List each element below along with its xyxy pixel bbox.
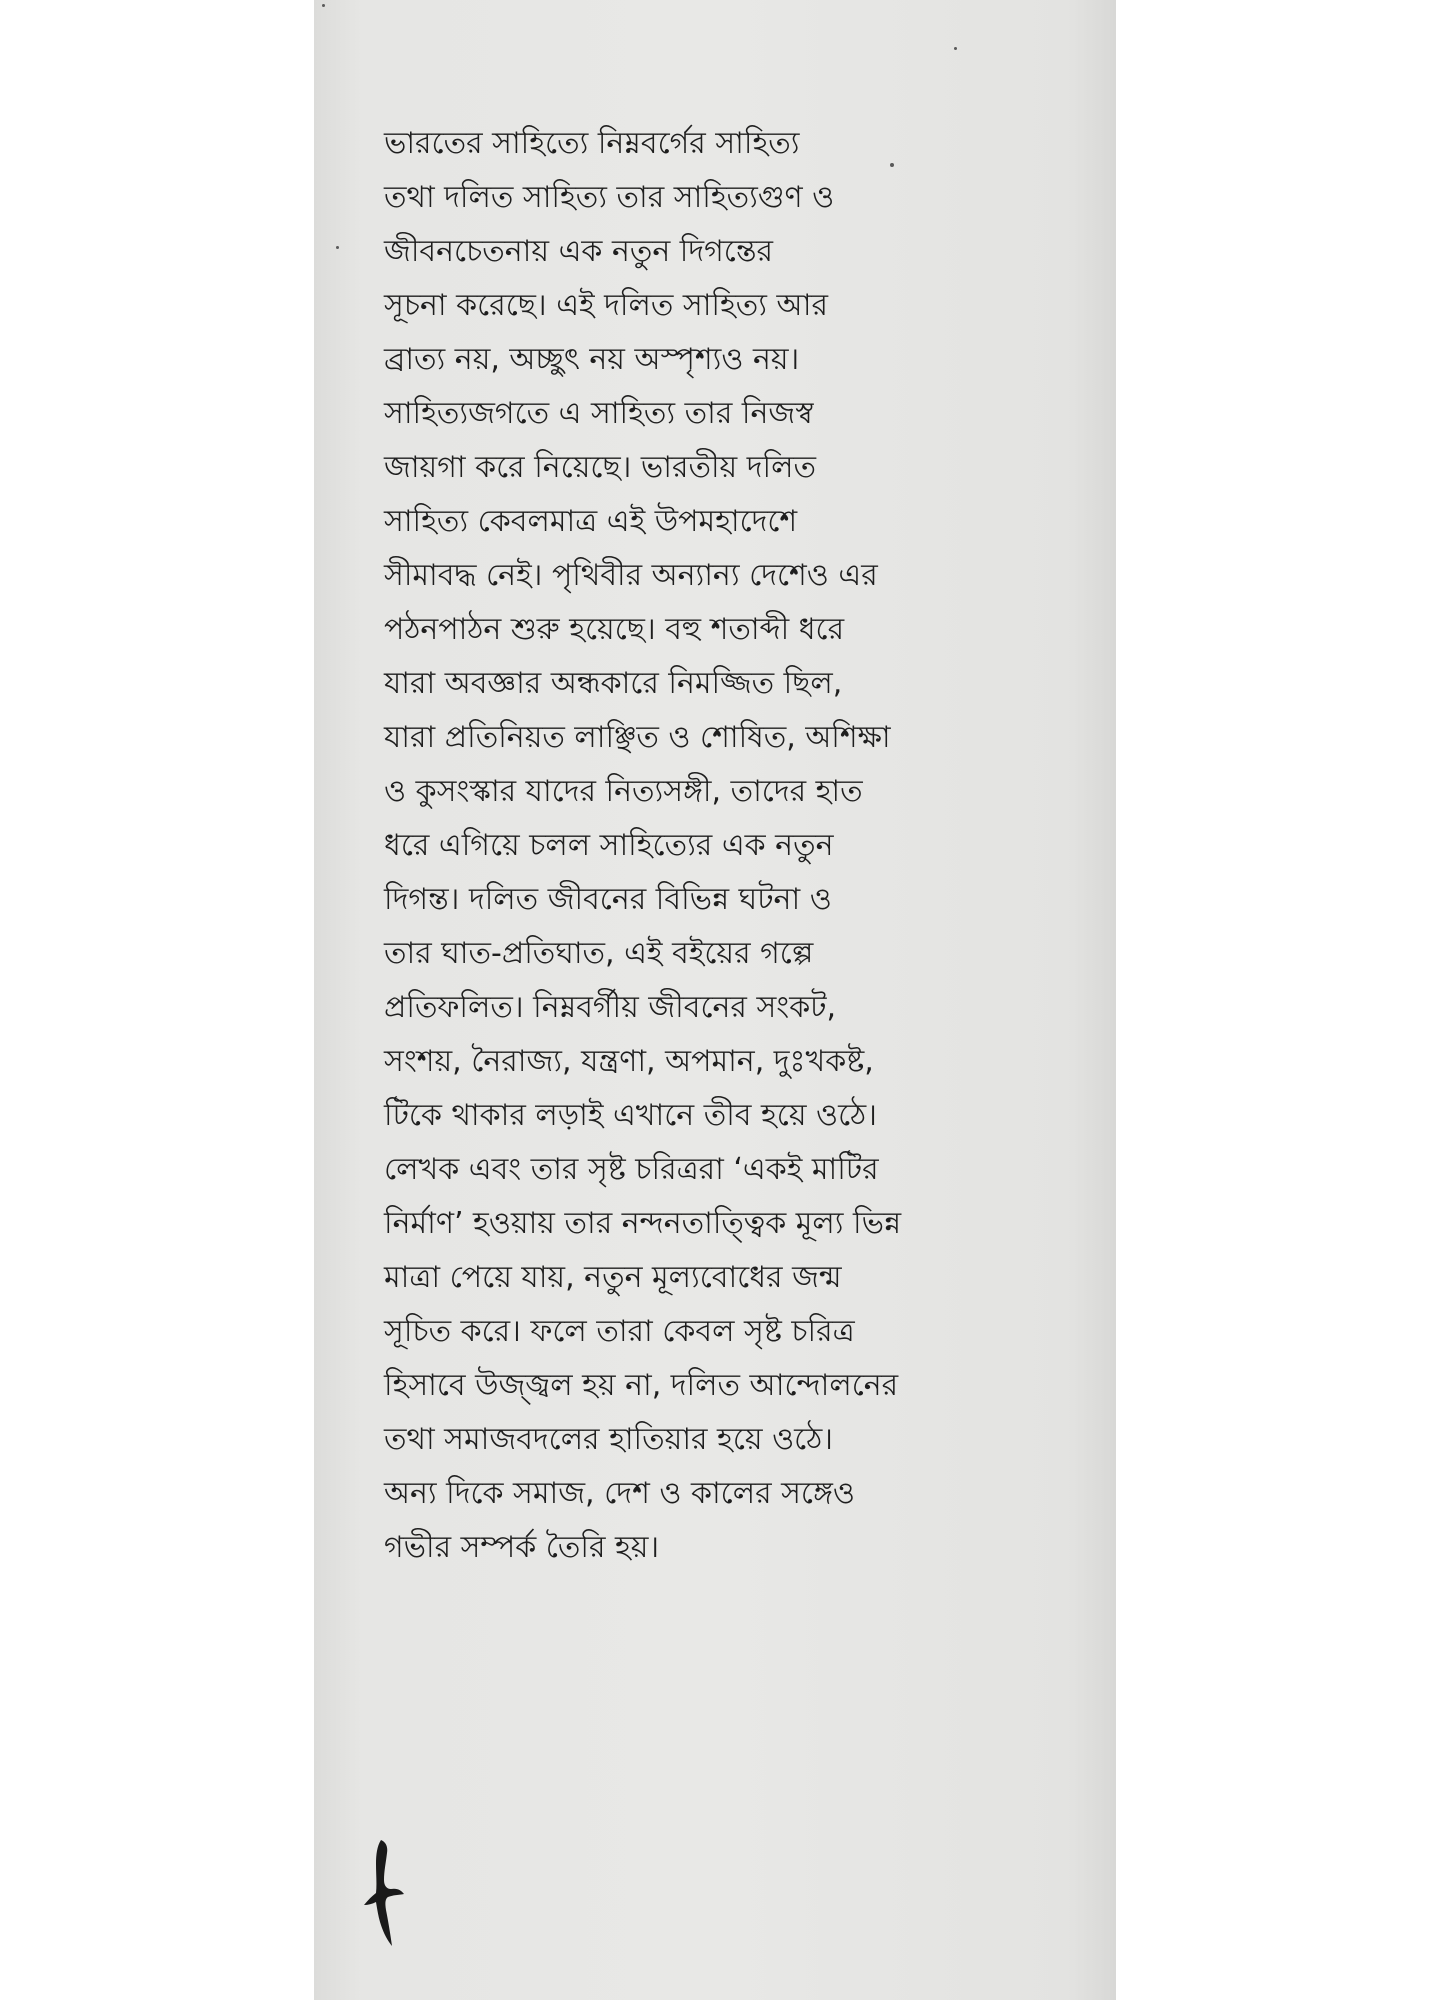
blurb-line: টিকে থাকার লড়াই এখানে তীব হয়ে ওঠে। <box>384 1098 877 1133</box>
blurb-line: দিগন্ত। দলিত জীবনের বিভিন্ন ঘটনা ও <box>384 882 832 917</box>
blurb-line: যারা প্রতিনিয়ত লাঞ্ছিত ও শোষিত, অশিক্ষা <box>384 720 891 755</box>
paper-speck <box>954 47 957 50</box>
blurb-line: গভীর সম্পর্ক তৈরি হয়। <box>384 1530 660 1565</box>
blurb-line: ও কুসংস্কার যাদের নিত্যসঙ্গী, তাদের হাত <box>384 774 863 809</box>
blurb-line: লেখক এবং তার সৃষ্ট চরিত্ররা ‘একই মাটির <box>384 1152 879 1187</box>
blurb-line: ভারতের সাহিত্যে নিম্নবর্গের সাহিত্য <box>384 126 800 161</box>
blurb-line: জায়গা করে নিয়েছে। ভারতীয় দলিত <box>384 450 816 485</box>
blurb-line: সাহিত্য কেবলমাত্র এই উপমহাদেশে <box>384 504 798 539</box>
blurb-line: হিসাবে উজ্জ্বল হয় না, দলিত আন্দোলনের <box>384 1368 899 1403</box>
blurb-line: তথা সমাজবদলের হাতিয়ার হয়ে ওঠে। <box>384 1422 833 1457</box>
blurb-line: ধরে এগিয়ে চলল সাহিত্যের এক নতুন <box>384 828 834 863</box>
blurb-line: তথা দলিত সাহিত্য তার সাহিত্যগুণ ও <box>384 180 835 215</box>
blurb-line: পঠনপাঠন শুরু হয়েছে। বহু শতাব্দী ধরে <box>384 612 845 647</box>
blurb-line: ব্রাত্য নয়, অচ্ছুৎ নয় অস্পৃশ্যও নয়। <box>384 342 800 377</box>
blurb-line: প্রতিফলিত। নিম্নবর্গীয় জীবনের সংকট, <box>384 990 837 1025</box>
blurb-line: যারা অবজ্ঞার অন্ধকারে নিমজ্জিত ছিল, <box>384 666 843 701</box>
blurb-line: সাহিত্যজগতে এ সাহিত্য তার নিজস্ব <box>384 396 814 431</box>
blurb-line: জীবনচেতনায় এক নতুন দিগন্তের <box>384 234 774 269</box>
blurb-line: তার ঘাত-প্রতিঘাত, এই বইয়ের গল্পে <box>384 936 814 971</box>
blurb-line: সূচনা করেছে। এই দলিত সাহিত্য আর <box>384 288 829 323</box>
bird-silhouette-shape <box>364 1840 404 1946</box>
paper-speck <box>336 246 339 249</box>
blurb-line: নির্মাণ’ হওয়ায় তার নন্দনতাত্ত্বিক মূল্য ভিন্ন <box>384 1206 902 1241</box>
paper-speck <box>322 4 325 7</box>
blurb-line: সংশয়, নৈরাজ্য, যন্ত্রণা, অপমান, দুঃখকষ্ট, <box>384 1044 874 1079</box>
blurb-line: সূচিত করে। ফলে তারা কেবল সৃষ্ট চরিত্র <box>384 1314 855 1349</box>
blurb-line: সীমাবদ্ধ নেই। পৃথিবীর অন্যান্য দেশেও এর <box>384 558 878 593</box>
blurb-line: মাত্রা পেয়ে যায়, নতুন মূল্যবোধের জন্ম <box>384 1260 842 1295</box>
blurb-text <box>384 117 1004 1575</box>
book-back-cover <box>314 0 1116 2000</box>
bird-silhouette-icon <box>364 1838 404 1948</box>
blurb-line: অন্য দিকে সমাজ, দেশ ও কালের সঙ্গেও <box>384 1476 855 1511</box>
